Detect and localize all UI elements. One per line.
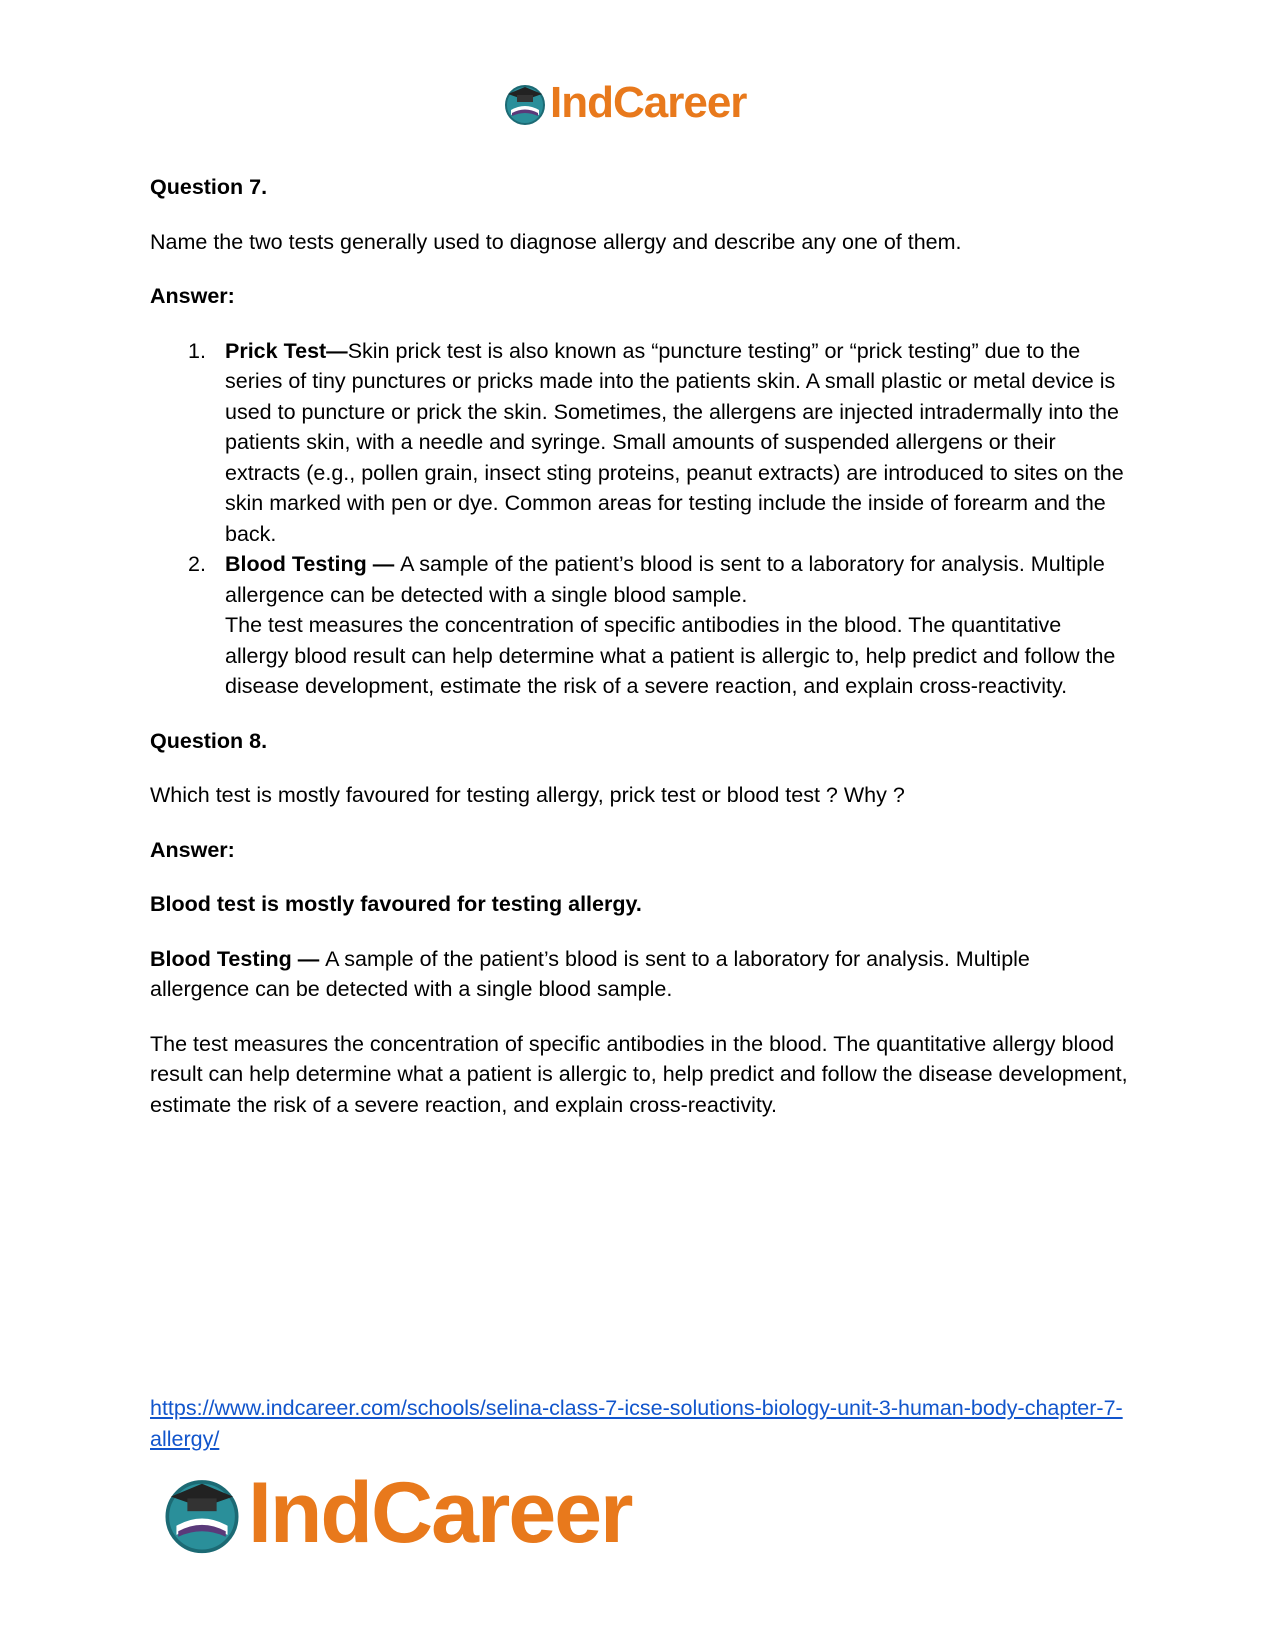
graduation-book-globe-icon	[502, 80, 548, 126]
header-logo	[502, 78, 746, 128]
paragraph-heading: Blood Testing —	[150, 946, 326, 971]
question-8-answer-label: Answer:	[150, 837, 235, 862]
question-7-text: Name the two tests generally used to diagnose allergy and describe any one of them.	[150, 229, 962, 254]
list-item-text-continued: The test measures the concentration of specific antibodies in the blood. The quantitative allergy blood result can help determine what a patient is allergic to, help predict and follow the disease development, estimate the risk of a severe reaction, and explain cross-reactivity.	[225, 613, 1116, 698]
list-item	[150, 549, 1130, 702]
question-8-paragraph-2: The test measures the concentration of specific antibodies in the blood. The quantitative allergy blood result can help determine what a patient is allergic to, help predict and follow the disease development, estimate the risk of a severe reaction, and explain cross-reactivity.	[150, 1031, 1128, 1117]
footer-logo	[160, 1464, 632, 1561]
question-8-title: Question 8.	[150, 728, 268, 753]
page-content	[150, 172, 1130, 1120]
question-8-text: Which test is mostly favoured for testing allergy, prick test or blood test ? Why ?	[150, 783, 905, 807]
header-logo-text: IndCareer	[550, 78, 747, 127]
source-link[interactable]: https://www.indcareer.com/schools/selina-class-7-icse-solutions-biology-unit-3-human-body-chapter-7-allergy/	[150, 1396, 1123, 1451]
list-item-heading: Prick Test—	[225, 338, 348, 363]
question-7-title: Question 7.	[150, 175, 268, 199]
question-8-paragraph-1	[150, 944, 1130, 1005]
list-item-text: Skin prick test is also known as “puncture testing” or “prick testing” due to the series of tiny punctures or pricks made into the patients skin. A small plastic or metal device is used to puncture or prick the skin. Sometimes, the allergens are injected intradermally into the patients skin, with a needle and syringe. Small amounts of suspended allergens or their extracts (e.g., pollen grain, insect sting proteins, peanut extracts) are introduced to sites on the skin marked with pen or dye. Common areas for testing include the inside of forearm and the back.	[225, 338, 1124, 546]
paragraph-text: A sample of the patient’s blood is sent to a laboratory for analysis. Multiple allergence can be detected with a single blood sample.	[150, 946, 1030, 1001]
list-item-text: A sample of the patient’s blood is sent to a laboratory for analysis. Multiple allergence can be detected with a single blood sample.	[225, 552, 1105, 607]
footer-logo-text: IndCareer	[248, 1464, 632, 1561]
list-number: 1.	[188, 338, 206, 363]
graduation-book-globe-icon	[160, 1471, 244, 1555]
question-8-answer-statement: Blood test is mostly favoured for testing allergy.	[150, 892, 642, 916]
list-number: 2.	[188, 552, 206, 576]
list-item-heading: Blood Testing —	[225, 552, 401, 576]
list-item	[150, 336, 1130, 550]
question-7-answer-label: Answer:	[150, 284, 235, 308]
answer-list	[150, 336, 1130, 702]
